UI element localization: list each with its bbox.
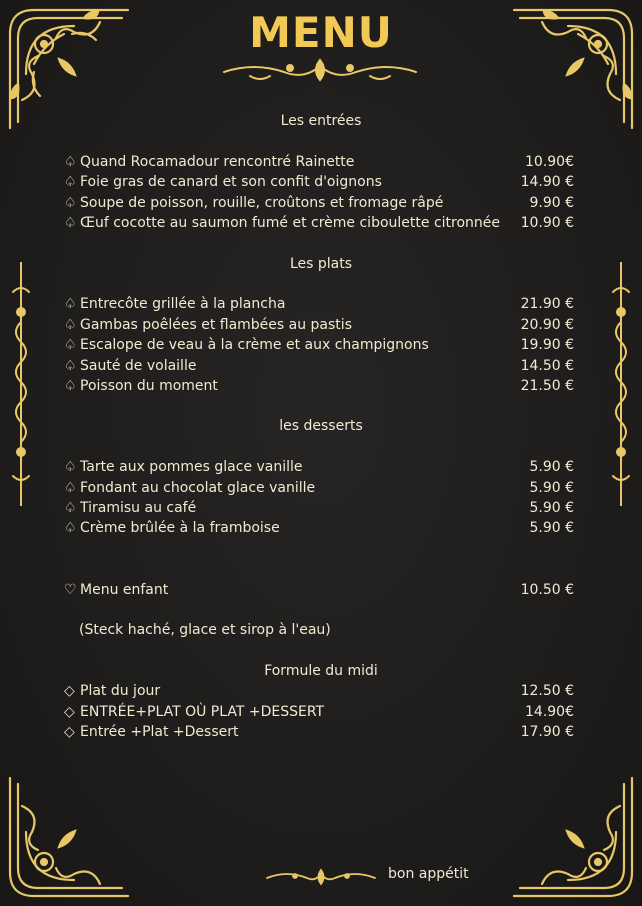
item-price: 14.50 € (520, 358, 574, 374)
item-name: Sauté de volaille (80, 358, 197, 374)
section-title-plats: Les plats (289, 256, 353, 272)
flourish-icon (265, 868, 377, 886)
menu-item (64, 518, 574, 538)
item-price: 10.90€ (525, 154, 574, 170)
item-name: Quand Rocamadour rencontré Rainette (80, 154, 355, 170)
menu-item (64, 376, 574, 396)
item-name: Entrecôte grillée à la plancha (80, 296, 286, 312)
menu-item (64, 172, 574, 192)
spade-icon: ♤ (64, 500, 77, 516)
menu-item (64, 335, 574, 355)
menu-item (64, 722, 574, 742)
item-name: Entrée +Plat +Dessert (80, 724, 239, 740)
item-name: Foie gras de canard et son confit d'oignons (80, 174, 382, 190)
item-price: 19.90 € (520, 337, 574, 353)
menu-item-enfant (64, 580, 574, 600)
item-name: Fondant au chocolat glace vanille (80, 480, 316, 496)
item-name: Gambas poêlées et flambées au pastis (80, 317, 352, 333)
menu-item (64, 478, 574, 498)
spade-icon: ♤ (64, 215, 77, 231)
item-price: 12.50 € (520, 683, 574, 699)
ornament-side-icon (9, 262, 33, 506)
spade-icon: ♤ (64, 520, 77, 536)
menu-item (64, 457, 574, 477)
spade-icon: ♤ (64, 317, 77, 333)
menu-item (64, 213, 574, 233)
spade-icon: ♤ (64, 459, 77, 475)
ornament-side-icon (609, 262, 633, 506)
diamond-icon: ◇ (64, 724, 75, 740)
spade-icon: ♤ (64, 480, 77, 496)
item-price: 21.50 € (520, 378, 574, 394)
item-name: Poisson du moment (80, 378, 218, 394)
item-price: 14.90€ (525, 704, 574, 720)
spade-icon: ♤ (64, 358, 77, 374)
item-price: 5.90 € (529, 500, 574, 516)
section-title-entrees: Les entrées (280, 113, 362, 129)
menu-item (64, 315, 574, 335)
menu-item (64, 193, 574, 213)
item-price: 17.90 € (520, 724, 574, 740)
diamond-icon: ◇ (64, 683, 75, 699)
spade-icon: ♤ (64, 296, 77, 312)
diamond-icon: ◇ (64, 704, 75, 720)
spade-icon: ♤ (64, 195, 77, 211)
item-name: Escalope de veau à la crème et aux champignons (80, 337, 429, 353)
page-title: MENU (249, 8, 393, 57)
menu-item (64, 498, 574, 518)
item-price: 14.90 € (520, 174, 574, 190)
item-name: Soupe de poisson, rouille, croûtons et fromage râpé (80, 195, 444, 211)
item-name: Tiramisu au café (80, 500, 197, 516)
spade-icon: ♤ (64, 378, 77, 394)
item-name: Tarte aux pommes glace vanille (80, 459, 303, 475)
item-price: 9.90 € (529, 195, 574, 211)
ornament-corner-icon (4, 772, 134, 902)
spade-icon: ♤ (64, 154, 77, 170)
item-price: 10.90 € (520, 215, 574, 231)
item-name: Crème brûlée à la framboise (80, 520, 280, 536)
flourish-icon (220, 56, 420, 84)
menu-item (64, 152, 574, 172)
section-title-desserts: les desserts (279, 418, 363, 434)
closing-text: bon appétit (388, 866, 469, 882)
item-price: 5.90 € (529, 459, 574, 475)
item-price: 5.90 € (529, 520, 574, 536)
item-price: 5.90 € (529, 480, 574, 496)
item-price: 20.90 € (520, 317, 574, 333)
item-name: Œuf cocotte au saumon fumé et crème ciboulette citronnée (80, 215, 501, 231)
spade-icon: ♤ (64, 337, 77, 353)
menu-item (64, 702, 574, 722)
item-name: Menu enfant (80, 582, 169, 598)
item-name: ENTRÉE+PLAT OÙ PLAT +DESSERT (80, 704, 325, 720)
heart-icon: ♡ (64, 582, 77, 598)
item-price: 21.90 € (520, 296, 574, 312)
ornament-corner-icon (508, 772, 638, 902)
menu-item (64, 356, 574, 376)
item-name: Plat du jour (80, 683, 161, 699)
enfant-note: (Steck haché, glace et sirop à l'eau) (79, 622, 331, 638)
menu-item (64, 681, 574, 701)
section-title-midi: Formule du midi (264, 663, 378, 679)
item-price: 10.50 € (520, 582, 574, 598)
menu-item (64, 294, 574, 314)
spade-icon: ♤ (64, 174, 77, 190)
